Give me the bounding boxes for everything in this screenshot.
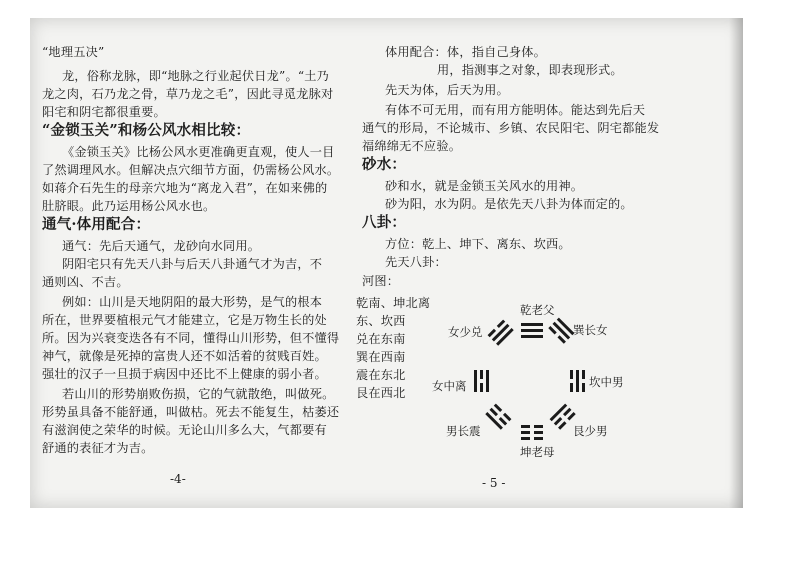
text-line: 有滋润使之荣华的时候。无论山川多么大，气都要有 — [42, 423, 327, 437]
text-line: 通气：先后天通气，龙砂向水同用。 — [62, 239, 261, 253]
li-label: 女中离 — [432, 379, 467, 393]
text-line: 乾南、坤北离 — [356, 296, 431, 310]
text-line: 通气的形局，不论城市、乡镇、农民阳宅、阴宅都能发 — [362, 121, 660, 135]
text-line: 艮在西北 — [356, 386, 406, 400]
xun-label: 巽长女 — [573, 323, 608, 337]
text-line: 震在东北 — [356, 368, 406, 382]
text-line: “地理五决” — [42, 45, 105, 59]
text-line: 肚脐眼。此乃运用杨公风水也。 — [42, 199, 216, 213]
text-line: 龙之肉，石乃龙之骨，草乃龙之毛”，因此寻觅龙脉对 — [42, 87, 334, 101]
text-line: 通则凶、不吉。 — [42, 275, 129, 289]
text-line: 所在，世界要植根元气才能建立，它是万物生长的处 — [42, 313, 327, 327]
kun-label: 坤老母 — [520, 445, 555, 459]
kan-trigram-icon — [568, 370, 586, 392]
dui-label: 女少兑 — [448, 325, 483, 339]
page-number: -4- — [170, 472, 186, 486]
text-line: 阴阳宅只有先天八卦与后天八卦通气才为吉，不 — [62, 257, 323, 271]
text-line: 阳宅和阴宅都很重要。 — [42, 105, 166, 119]
text-line: 先天为体，后天为用。 — [385, 83, 509, 97]
text-line: 福绵绵无不应验。 — [362, 139, 462, 153]
text-line: 巽在西南 — [356, 350, 406, 364]
gen-label: 艮少男 — [573, 424, 608, 438]
text-line: 了然调理风水。但解决点穴细节方面，仍需杨公风水。 — [42, 163, 340, 177]
text-line: 龙，俗称龙脉，即“地脉之行业起伏日龙”。“土乃 — [62, 69, 330, 83]
text-line: 舒通的表征才为吉。 — [42, 441, 154, 455]
text-line: 用，指测事之对象，即表现形式。 — [437, 63, 623, 77]
text-line: 神气，就像是死掉的富贵人还不如活着的贫贱百姓。 — [42, 349, 327, 363]
kun-trigram-icon — [521, 424, 543, 442]
text-line: 体用配合：体，指自己身体。 — [385, 45, 547, 59]
text-line: 方位：乾上、坤下、离东、坎西。 — [385, 237, 571, 251]
text-line: 形势虽具备不能舒通，叫做枯。死去不能复生，枯萎还 — [42, 405, 340, 419]
text-line: 如蒋介石先生的母亲穴地为“离龙入君”，在如来佛的 — [42, 181, 328, 195]
qian-label: 乾老父 — [520, 303, 555, 317]
section-heading: 砂水： — [362, 156, 407, 173]
section-heading: 八卦： — [362, 214, 407, 231]
qian-trigram-icon — [521, 322, 543, 340]
text-line: 强壮的汉子一旦损于病因中还比不上健康的弱小者。 — [42, 367, 327, 381]
zhen-label: 男长震 — [446, 424, 481, 438]
text-line: 砂和水，就是金锁玉关风水的用神。 — [385, 179, 584, 193]
text-line: 例如：山川是天地阴阳的最大形势，是气的根本 — [62, 295, 323, 309]
text-line: 河图： — [362, 274, 400, 288]
text-line: 所。因为兴衰变迭各有不同，懂得山川形势，但不懂得 — [42, 331, 340, 345]
text-line: 有体不可无用，而有用方能明体。能达到先后天 — [385, 103, 646, 117]
section-heading: 通气·体用配合： — [42, 216, 151, 233]
text-line: 砂为阳，水为阴。是依先天八卦为体而定的。 — [385, 197, 633, 211]
text-line: 东、坎西 — [356, 314, 406, 328]
text-line: 先天八卦： — [385, 255, 447, 269]
section-heading: “金锁玉关”和杨公风水相比较： — [42, 122, 251, 139]
kan-label: 坎中男 — [589, 375, 624, 389]
text-line: 《金锁玉关》比杨公风水更准确更直观，使人一目 — [62, 145, 335, 159]
page-number: - 5 - — [482, 476, 506, 490]
text-line: 兑在东南 — [356, 332, 406, 346]
text-line: 若山川的形势崩败伤损，它的气就散绝，叫做死。 — [62, 387, 335, 401]
li-trigram-icon — [472, 370, 490, 392]
